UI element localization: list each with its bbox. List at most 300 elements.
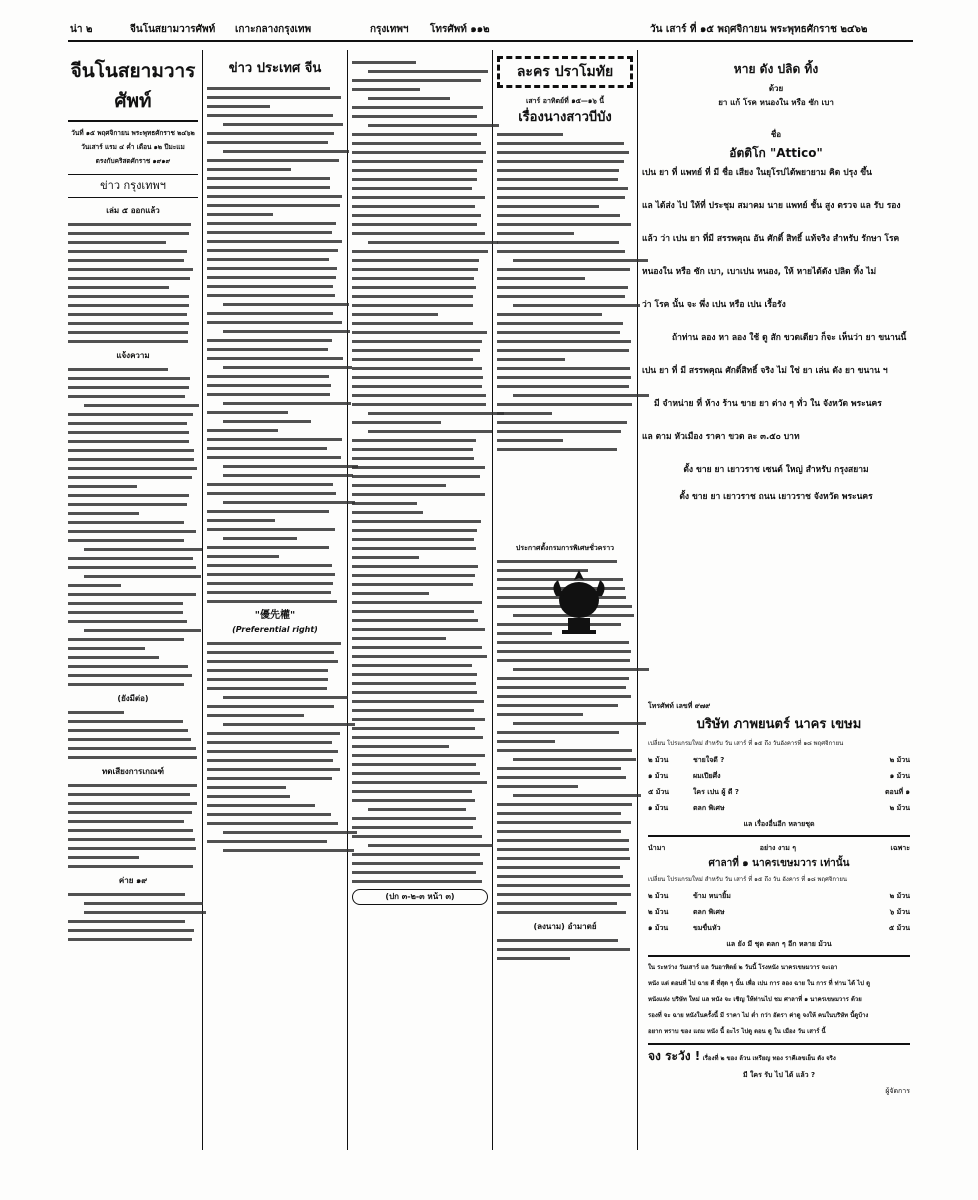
warning-text: เรื่องที่ ๒ ของ ล้วน เหรียญ ทอง ราคีเลขเย็น ดัง จริง — [702, 1055, 836, 1062]
text-line — [68, 259, 184, 262]
text-line — [497, 632, 552, 635]
text-line — [68, 512, 139, 515]
text-line — [207, 456, 341, 459]
text-line — [68, 386, 189, 389]
text-line — [497, 421, 627, 424]
text-line — [207, 222, 336, 225]
text-line — [497, 331, 620, 334]
text-line — [207, 510, 329, 513]
film-cell: ๑ ม้วน — [648, 924, 669, 932]
text-line — [207, 777, 332, 780]
film-cell: ขมขื่นหัว — [693, 924, 721, 932]
text-line — [497, 749, 632, 752]
text-line — [497, 241, 619, 244]
text-line — [223, 831, 356, 834]
text-line — [68, 557, 193, 560]
text-line — [497, 385, 629, 388]
text-line — [497, 295, 625, 298]
text-line — [207, 447, 327, 450]
text-line — [497, 740, 555, 743]
text-line — [207, 555, 279, 558]
text-line — [68, 593, 196, 596]
text-line — [68, 729, 188, 732]
text-line — [68, 566, 196, 569]
text-line — [352, 709, 474, 712]
text-line — [68, 811, 192, 814]
text-line — [68, 467, 197, 470]
text-line — [68, 647, 145, 650]
text-line — [68, 611, 183, 614]
text-line — [497, 957, 570, 960]
issue-date: วัน เสาร์ ที่ ๑๕ พฤศจิกายน พระพุทธศักราช ๒๔๖๒ — [650, 24, 868, 35]
date-line: วันที่ ๑๕ พฤศจิกายน พระพุทธศักราช ๒๔๖๒ — [71, 129, 195, 137]
column-divider — [202, 50, 203, 1150]
text-line — [368, 808, 465, 811]
text-block — [352, 61, 488, 883]
film-cell: ๑ ม้วน — [889, 772, 910, 780]
text-line — [497, 349, 629, 352]
text-line — [68, 322, 189, 325]
text-line — [352, 331, 487, 334]
text-line — [207, 642, 341, 645]
cinema-title: บริษัท ภาพยนตร์ นาคร เขษม — [696, 717, 862, 732]
text-line — [497, 911, 626, 914]
text-line — [68, 268, 193, 271]
text-line — [84, 911, 206, 914]
text-line — [68, 340, 188, 343]
text-line — [207, 114, 333, 117]
text-line — [513, 758, 636, 761]
text-line — [497, 839, 629, 842]
continued-note: (ยังมีต่อ) — [117, 694, 149, 703]
text-line — [223, 303, 349, 306]
text-line — [352, 853, 480, 856]
text-line — [352, 178, 477, 181]
extra-line: แล ยัง มี ชุด ตลก ๆ อีก หลาย ม้วน — [726, 940, 832, 948]
column-divider — [492, 50, 493, 1150]
text-line — [207, 132, 334, 135]
text-line — [207, 678, 328, 681]
text-line — [223, 696, 348, 699]
text-line — [352, 817, 476, 820]
text-line — [368, 124, 499, 127]
text-line — [68, 521, 184, 524]
hall-text: นำมา — [648, 844, 666, 852]
text-line — [352, 583, 473, 586]
text-line — [352, 466, 485, 469]
text-line — [223, 537, 297, 540]
subheading: ค่าย ๑๙ — [118, 876, 148, 885]
subheading: แจ้งความ — [116, 351, 150, 360]
text-line — [84, 575, 201, 578]
text-line — [497, 169, 619, 172]
text-line — [352, 286, 476, 289]
text-line — [207, 312, 333, 315]
text-line — [352, 475, 480, 478]
text-line — [207, 660, 338, 663]
phone: โทรศัพท์ ๑๑๒ — [430, 24, 490, 35]
text-line — [497, 902, 617, 905]
text-line — [352, 133, 477, 136]
text-line — [352, 547, 476, 550]
text-line — [68, 747, 196, 750]
text-line — [68, 938, 192, 941]
text-block — [207, 642, 343, 852]
film-cell: ๕ ม้วน — [648, 788, 670, 796]
text-block — [68, 893, 198, 941]
show-title: เรื่องนางสาวบีบัง — [518, 110, 612, 125]
column-4 — [497, 56, 633, 966]
show-date: เสาร์ อาทิตย์ที่ ๑๕—๑๖ นี้ — [525, 97, 605, 105]
text-line — [497, 785, 578, 788]
text-line — [68, 784, 197, 787]
text-line — [352, 457, 474, 460]
text-line — [497, 884, 630, 887]
text-line — [68, 223, 191, 226]
text-line — [68, 665, 188, 668]
text-line — [207, 231, 332, 234]
text-line — [497, 695, 631, 698]
text-line — [207, 813, 331, 816]
film-cell: ๒ ม้วน — [889, 756, 910, 764]
article-title: ข่าว ประเทศ จีน — [228, 61, 322, 76]
text-line — [352, 538, 474, 541]
film-row — [648, 752, 910, 768]
film-row — [648, 888, 910, 904]
text-line — [207, 285, 333, 288]
text-line — [207, 348, 328, 351]
text-line — [68, 503, 187, 506]
text-line — [497, 196, 625, 199]
text-line — [497, 160, 624, 163]
text-line — [68, 368, 168, 371]
text-line — [68, 683, 184, 686]
text-block — [497, 939, 633, 960]
date-line: วันเสาร์ แรม ๔ ค่ำ เดือน ๑๒ ปีมะแม — [81, 143, 185, 151]
text-line — [68, 793, 190, 796]
text-line — [68, 422, 187, 425]
text-line — [497, 439, 563, 442]
text-line — [207, 141, 328, 144]
text-line — [207, 600, 337, 603]
text-line — [368, 412, 504, 415]
text-line — [207, 339, 332, 342]
medicine-ad — [642, 56, 910, 507]
ad-title: หาย ดัง ปลิด ทิ้ง — [733, 62, 819, 76]
text-line — [207, 240, 342, 243]
text-line — [68, 295, 189, 298]
text-line — [352, 322, 473, 325]
text-line — [352, 745, 449, 748]
film-cell: ใคร เปน ผู้ ดี ? — [693, 788, 739, 796]
text-line — [68, 232, 189, 235]
text-line — [352, 520, 481, 523]
warning-question: มี ใคร รับ ไป ได้ แล้ว ? — [742, 1071, 816, 1079]
text-line — [207, 795, 290, 798]
text-line — [68, 449, 194, 452]
ad-text: ด้วย — [768, 84, 784, 93]
text-line — [497, 677, 629, 680]
text-line — [368, 430, 492, 433]
text-line — [68, 656, 159, 659]
text-line — [497, 376, 631, 379]
text-line — [207, 705, 334, 708]
text-line — [368, 241, 497, 244]
text-line — [207, 258, 329, 261]
text-line — [497, 133, 563, 136]
text-line — [68, 304, 189, 307]
film-row — [648, 920, 910, 936]
text-line — [207, 786, 286, 789]
text-line — [352, 619, 478, 622]
text-line — [68, 413, 193, 416]
text-line — [497, 830, 621, 833]
text-line — [207, 438, 342, 441]
text-line — [207, 741, 332, 744]
location: เกาะกลางกรุงเทพ — [235, 24, 312, 35]
text-line — [68, 602, 183, 605]
text-line — [207, 249, 338, 252]
text-line — [207, 393, 330, 396]
text-line — [368, 70, 488, 73]
text-line — [352, 628, 485, 631]
text-line — [497, 340, 631, 343]
hall-name: ศาลาที่ ๑ นาครเขษมวาร เท่านั้น — [708, 858, 850, 869]
text-line — [84, 548, 203, 551]
text-block — [207, 87, 343, 603]
text-line — [352, 691, 477, 694]
text-line — [352, 646, 482, 649]
text-line — [68, 802, 197, 805]
cinema-body: ใน ระหว่าง วันเสาร์ แล วันอาทิตย์ ๒ วันนี้ โรงหนัง นาครเขษมวาร จะเอา หนัง แต่ ตอนที่ ไป ฉาย ดี ที่สุด ๆ นั้น เพื่อ เปน การ ลอง ฉาย ใน การ ที่ ท่าน ได้ ไป ดู หนังแห่ง บริษัท ใหม่ แล หนัง จะ เชิญ ให้ท่านไป ชม ศาลาที่ ๑ นาครเขษมวาร ด้วย รองที่ จะ ฉาย หนังในครั้งนี้ มี ราคา ไม่ ต่ำ กว่า อัตรา ค่าดู จงให้ คนในบริษัท นี้ดูบ้าง อยาก ทราบ ของ แถม หนัง นี้ อะไร ไปดู ตอน ดู ใน เมือง วัน เสาร์ นี้ — [648, 964, 870, 1035]
text-line — [207, 411, 288, 414]
text-line — [68, 530, 196, 533]
film-cell: ๒ ม้วน — [648, 756, 669, 764]
text-line — [207, 687, 327, 690]
text-line — [497, 205, 599, 208]
text-line — [352, 655, 487, 658]
text-line — [497, 187, 628, 190]
column-1 — [68, 56, 198, 947]
text-line — [207, 195, 342, 198]
text-line — [223, 123, 343, 126]
text-line — [497, 939, 618, 942]
text-line — [207, 546, 329, 549]
text-line — [368, 97, 449, 100]
film-cell: ตอนที่ ๑ — [884, 788, 910, 796]
notice-title: ประกาศตั้งกรมการพิเศษชั่วคราว — [515, 544, 615, 552]
text-line — [223, 150, 349, 153]
extra-line: แล เรื่องอื่นอีก หลายชุด — [743, 820, 815, 828]
text-line — [497, 713, 583, 716]
text-line — [68, 485, 137, 488]
text-line — [352, 313, 438, 316]
text-line — [68, 711, 124, 714]
text-line — [223, 501, 354, 504]
text-line — [68, 313, 187, 316]
text-line — [223, 366, 351, 369]
text-line — [497, 151, 629, 154]
text-line — [68, 829, 193, 832]
text-line — [207, 429, 278, 432]
text-line — [207, 276, 336, 279]
text-line — [84, 404, 200, 407]
film-cell: ๖ ม้วน — [889, 908, 910, 916]
text-line — [207, 384, 331, 387]
text-line — [497, 650, 631, 653]
text-line — [68, 820, 184, 823]
text-line — [513, 722, 646, 725]
text-line — [497, 848, 629, 851]
text-line — [513, 394, 649, 397]
text-line — [352, 610, 474, 613]
text-line — [207, 159, 339, 162]
text-line — [207, 357, 343, 360]
paper-name: จีนโนสยามวารศัพท์ — [130, 24, 216, 35]
text-line — [207, 822, 338, 825]
cinema-ad — [648, 698, 910, 1099]
film-cell: ตลก พิเศษ — [693, 804, 725, 812]
text-line — [352, 637, 446, 640]
text-line — [352, 790, 472, 793]
text-line — [352, 106, 483, 109]
signature: ผู้จัดการ — [885, 1087, 910, 1095]
text-line — [68, 929, 194, 932]
text-line — [497, 250, 625, 253]
text-line — [68, 539, 184, 542]
text-line — [352, 376, 483, 379]
text-line — [352, 556, 419, 559]
header-rule — [68, 40, 913, 42]
text-line — [497, 857, 630, 860]
quote-note: (Preferential right) — [232, 625, 318, 634]
column-divider — [637, 50, 638, 1150]
text-line — [352, 826, 473, 829]
text-line — [352, 682, 476, 685]
text-line — [68, 856, 139, 859]
text-line — [223, 849, 353, 852]
warning-title: จง ระวัง ! — [648, 1049, 701, 1063]
text-line — [497, 803, 632, 806]
text-block — [68, 711, 198, 759]
text-line — [497, 142, 624, 145]
text-line — [497, 430, 621, 433]
text-line — [207, 651, 334, 654]
text-line — [352, 304, 473, 307]
text-line — [497, 686, 626, 689]
text-line — [497, 893, 631, 896]
text-line — [352, 187, 472, 190]
text-line — [207, 759, 333, 762]
text-line — [352, 358, 473, 361]
text-line — [352, 448, 473, 451]
text-line — [352, 142, 481, 145]
text-line — [352, 772, 480, 775]
text-line — [497, 412, 552, 415]
text-line — [68, 620, 187, 623]
text-block — [68, 223, 198, 343]
subheading: ทดเสียงการเกณฑ์ — [102, 767, 164, 776]
text-line — [352, 862, 483, 865]
text-line — [513, 259, 648, 262]
text-line — [513, 304, 640, 307]
text-line — [207, 714, 304, 717]
text-line — [207, 177, 330, 180]
text-block — [68, 368, 198, 686]
film-row — [648, 768, 910, 784]
text-line — [368, 844, 492, 847]
text-line — [223, 402, 351, 405]
text-line — [223, 330, 350, 333]
text-line — [68, 476, 192, 479]
text-line — [68, 395, 185, 398]
text-line — [497, 875, 623, 878]
column-3 — [352, 56, 488, 905]
hall-text: เฉพาะ — [890, 844, 910, 852]
text-line — [497, 659, 630, 662]
text-line — [352, 250, 488, 253]
text-line — [68, 720, 183, 723]
text-line — [68, 494, 189, 497]
film-cell: ข้าม หนายิ้ม — [693, 892, 731, 900]
text-line — [497, 560, 617, 563]
continued-note: (ปก ๓-๒-๓ หน้า ๓) — [352, 889, 488, 905]
text-line — [223, 474, 353, 477]
film-cell: ๒ ม้วน — [648, 908, 669, 916]
city: กรุงเทพฯ — [370, 24, 409, 35]
text-line — [352, 565, 478, 568]
section-heading: ข่าว กรุงเทพฯ — [68, 174, 198, 198]
text-line — [352, 592, 429, 595]
text-line — [207, 87, 330, 90]
film-row — [648, 904, 910, 920]
text-line — [352, 385, 482, 388]
text-line — [352, 232, 485, 235]
text-line — [352, 349, 480, 352]
text-line — [68, 241, 166, 244]
text-line — [352, 151, 486, 154]
text-line — [68, 250, 187, 253]
column-2 — [207, 56, 343, 858]
text-line — [497, 232, 574, 235]
film-row — [648, 800, 910, 816]
text-line — [352, 871, 476, 874]
text-line — [352, 718, 485, 721]
text-line — [352, 673, 477, 676]
text-line — [68, 458, 194, 461]
text-line — [352, 484, 446, 487]
masthead: จีนโนสยามวารศัพท์ — [70, 60, 196, 112]
page-number: น่า ๒ — [70, 24, 93, 35]
text-line — [352, 61, 416, 64]
text-line — [352, 169, 477, 172]
text-line — [352, 754, 485, 757]
text-line — [68, 893, 185, 896]
date-line: ตรงกับคริสตศักราช ๑๙๑๙ — [95, 157, 171, 165]
text-line — [497, 322, 623, 325]
text-line — [207, 321, 342, 324]
text-line — [68, 638, 184, 641]
text-line — [68, 756, 197, 759]
film-cell: ๑ ม้วน — [648, 804, 669, 812]
text-line — [223, 420, 311, 423]
text-line — [207, 732, 340, 735]
text-line — [223, 723, 355, 726]
text-line — [352, 700, 484, 703]
film-cell: ๑ ม้วน — [648, 772, 669, 780]
text-line — [352, 835, 482, 838]
ad-body: เปน ยา ที่ แพทย์ ที่ มี ชื่อ เสียง ในยุโรปได้พยายาม คิด ปรุง ขึ้น แล ได้ส่ง ไป ให้ที่ ประชุม สมาคม นาย แพทย์ ชั้น สูง ตรวจ แล รับ รอง แล้ว ว่า เปน ยา ที่มี สรรพคุณ อัน ศักดิ์ สิทธิ์ แท้จริง สำหรับ รักษา โรค หนองใน หรือ ซัก เบา, เบาเปน หนอง, ให้ หายได้ดัง ปลิด ทิ้ง ไม่ ว่า โรค นั้น จะ พึ่ง เปน หรือ เปน เรื้อรัง ถ้าท่าน ลอง หา ลอง ใช้ ดู สัก ขวดเดียว ก็จะ เห็นว่า ยา ขนานนี้ เปน ยา ที่ มี สรรพคุณ ศักดิ์สิทธิ์ จริง ไม่ ใช่ ยา เล่น ดัง ยา ขนาน ฯ มี จำหน่าย ที่ ห้าง ร้าน ขาย ยา ต่าง ๆ ทั่ว ใน จังหวัด พระนคร แล ตาม หัวเมือง ราคา ขวด ละ ๓.๕๐ บาท ตั้ง ขาย ยา เยาวราช เซนต์ ใหญ่ สำหรับ กรุงสยาม ตั้ง ขาย ยา เยาวราช ถนน เยาวราช จังหวัด พระนคร — [642, 168, 907, 502]
